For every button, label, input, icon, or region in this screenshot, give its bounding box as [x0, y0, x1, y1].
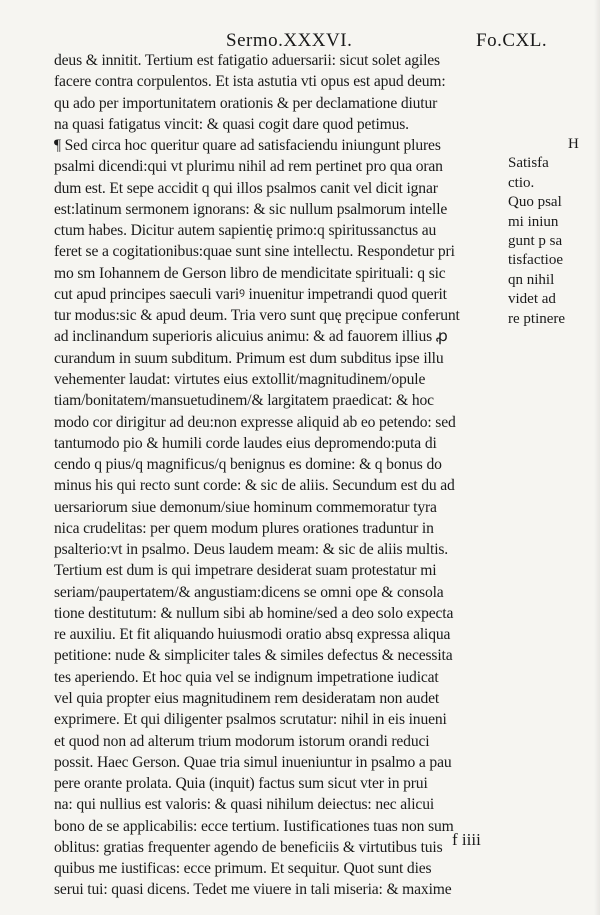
- margin-note-line: mi iniun: [508, 213, 559, 230]
- text-line: tione destitutum: & nullum sibi ab homine/sed a deo solo expecta: [54, 604, 454, 622]
- text-line: uersariorum siue demonum/siue hominum commemoratur tyra: [54, 498, 437, 516]
- text-line: facere contra corpulentos. Et ista astutia vti opus est apud deum:: [54, 73, 446, 91]
- text-line: deus & innitit. Tertium est fatigatio aduersarii: sicut solet agiles: [54, 52, 440, 69]
- text-line: Tertium est dum is qui impetrare desiderat suam protestatur mi: [54, 562, 437, 580]
- text-line: oblitus: gratias frequenter agendo de beneficiis & virtutibus tuis: [54, 838, 443, 856]
- signature-mark: f iiii: [452, 830, 481, 849]
- text-line: ¶ Sed circa hoc queritur quare ad satisfaciendu iniungunt plures: [54, 137, 441, 155]
- text-line: serui tui: quasi dicens. Tedet me viuere in tali miseria: & maxime: [54, 881, 452, 899]
- text-line: ad inclinandum superioris alicuius animu: & ad fauorem illius ꝓ: [54, 328, 448, 346]
- margin-note-line: re ptinere: [508, 310, 566, 327]
- text-line: pere orante prolata. Quia (inquit) factus sum sicut vter in prui: [54, 775, 428, 793]
- margin-note-line: tisfactioe: [508, 252, 563, 269]
- text-line: exprimere. Et qui diligenter psalmos scrutatur: nihil in eis inueni: [54, 711, 447, 729]
- text-line: tes aperiendo. Et hoc quia vel se indignum impetratione iudicat: [54, 668, 439, 686]
- text-line: ctum habes. Dicitur autem sapientię primo:q spiritussanctus au: [54, 222, 437, 240]
- marginal-notes: [508, 135, 596, 329]
- text-line: mo sm Iohannem de Gerson libro de mendicitate spirituali: q sic: [54, 264, 446, 282]
- text-line: nica crudelitas: per quem modum plures orationes traduntur in: [54, 519, 434, 537]
- text-line: vel quia propter eius magnitudinem rem desideratam non audet: [54, 689, 440, 707]
- text-line: na quasi fatigatus vincit: & quasi cogit dare quod petimus.: [54, 115, 409, 133]
- text-line: modo cor dirigitur ad deu:non expresse aliquid ab eo petendo: sed: [54, 413, 456, 431]
- margin-note-line: gunt p sa: [508, 232, 563, 249]
- text-line: tur modus:sic & apud deum. Tria vero sunt quę pręcipue conferunt: [54, 307, 460, 325]
- text-line: tiam/bonitatem/mansuetudinem/& largitatem praedicat: & hoc: [54, 392, 434, 410]
- text-line: cut apud principes saeculi variꝰ inuenitur impetrandi quod querit: [54, 285, 447, 303]
- margin-note-line: Quo psal: [508, 194, 562, 211]
- text-line: qu ado per importunitatem orationis & per declamatione diutur: [54, 94, 438, 112]
- text-line: est:latinum sermonem ignorans: & sic nullum psalmorum intelle: [54, 200, 448, 218]
- text-line: petitione: nude & simpliciter tales & similes defectus & necessita: [54, 647, 453, 665]
- text-line: seriam/paupertatem/& angustiam:dicens se omni ope & consola: [54, 583, 444, 601]
- text-line: dum est. Et sepe accidit q qui illos psalmos canit vel dicit ignar: [54, 179, 438, 197]
- main-text-column: [54, 50, 506, 901]
- text-line: psalmi dicendi:qui vt plurimu nihil ad rem pertinet pro qua oran: [54, 158, 443, 176]
- text-line: bono de se applicabilis: ecce tertium. Iustificationes tuas non sum: [54, 817, 454, 835]
- text-line: re auxiliu. Et fit aliquando huiusmodi oratio absq expressa aliqua: [54, 626, 451, 644]
- page-edge-shadow: [594, 0, 600, 915]
- margin-note-line: Satisfa: [508, 155, 549, 172]
- folio-number: Fo.CXL.: [476, 30, 548, 51]
- sermon-title: Sermo.XXXVI.: [226, 30, 353, 51]
- text-line: feret se a cogitationibus:quae sunt sine intellectu. Respondetur pri: [54, 243, 455, 261]
- text-line: tantumodo pio & humili corde laudes eius depromendo:puta di: [54, 434, 437, 452]
- text-line: curandum in suum subditum. Primum est dum subditus ipse illu: [54, 349, 444, 367]
- margin-note-line: videt ad: [508, 291, 556, 308]
- text-line: vehementer laudat: virtutes eius extollit/magnitudinem/opule: [54, 370, 426, 388]
- text-line: et quod non ad alterum trium modorum istorum orandi reduci: [54, 732, 430, 750]
- text-line: na: qui nullius est valoris: & quasi nihilum deiectus: nec alicui: [54, 796, 435, 814]
- text-line: possit. Haec Gerson. Quae tria simul inueniuntur in psalmo a pau: [54, 753, 452, 771]
- margin-note-line: qn nihil: [508, 271, 555, 288]
- margin-note-line: H: [568, 136, 579, 152]
- margin-note-line: ctio.: [508, 174, 535, 191]
- text-line: minus his qui recto sunt corde: & sic de aliis. Secundum est du ad: [54, 477, 455, 495]
- text-line: psalterio:vt in psalmo. Deus laudem meam: & sic de aliis multis.: [54, 541, 449, 559]
- text-line: cendo q pius/q magnificus/q benignus es domine: & q bonus do: [54, 456, 442, 474]
- text-line: quibus me iustificas: ecce primum. Et sequitur. Quot sunt dies: [54, 860, 432, 878]
